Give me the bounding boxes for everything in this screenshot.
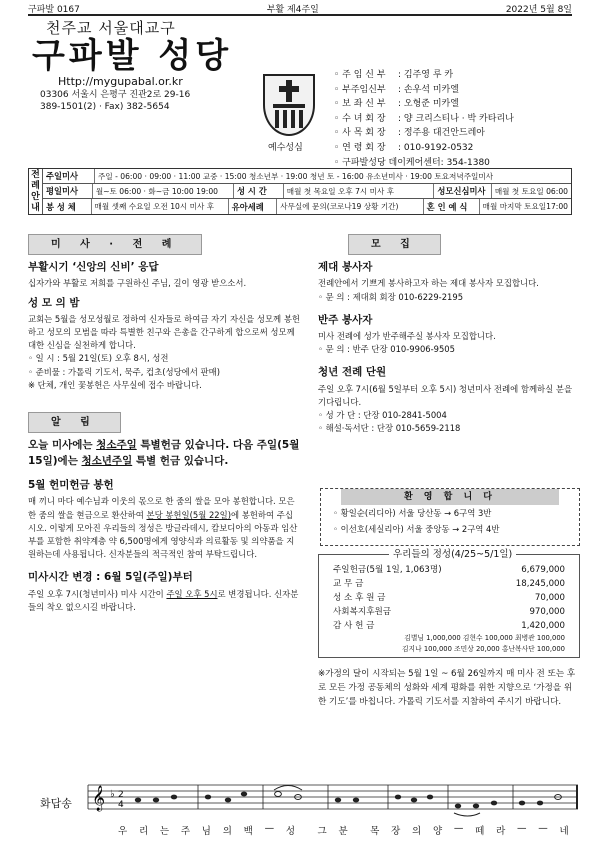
staff-list <box>334 68 582 170</box>
welcome-box <box>320 488 580 546</box>
right-column: 모 집 제대 봉사자 전례안에서 기쁘게 봉사하고자 하는 제대 봉사자 모집합니다. ◦ 문 의 : 제대회 회장 010-6229-2195 반주 봉사자 미사 전례에 성가 반주해주실 봉사자 모집합니다. ◦ 문 의 : 반주 단장 010-9906-9505 청년 전례 단원 주일 오후 7시(6월 5일부터 오후 5시) 청년미사 전례에 함께하실 분을 기다립니다. ◦ 성 가 단 : 단장 010-2841-5004 ◦ 해설·독서단 : 단장 010-5659-2118 <box>318 234 580 435</box>
section-head-recruit: 모 집 <box>348 234 441 255</box>
offering-row: 주일헌금(5월 1일, 1,063명) 6,679,000 <box>333 565 565 575</box>
parish-name: 구파발 성당 <box>32 36 233 76</box>
offering-row: 교 무 금 18,245,000 <box>333 579 565 589</box>
offering-caption: 우리들의 정성(4/25~5/1일) <box>389 546 516 560</box>
easter-response-title: 부활시기 ‘신앙의 신비’ 응답 <box>28 261 159 274</box>
offering-row: 성 소 후 원 금 70,000 <box>333 593 565 603</box>
offering-box <box>318 549 580 658</box>
staff-row: ◦ 구파발성당 데이케어센터 : 354-1380 <box>334 157 490 168</box>
music-staff-icon <box>88 775 578 821</box>
sunday-mass-row: 주일미사 주일 - 06:00 · 09:00 · 11:00 교중 · 15:00 청소년부 · 19:00 청년 토 - 16:00 유소년미사 · 19:00 토요저녁주일미사 <box>43 169 571 184</box>
masthead-bar <box>28 2 572 16</box>
mass-schedule-table <box>28 168 572 215</box>
svg-text:2: 2 <box>118 790 124 800</box>
issue-number: 구파발 0167 <box>28 4 80 15</box>
staff-row: ◦ 보 좌 신 부 : 오형준 미카엘 <box>334 99 459 110</box>
donor-list: 김별님 1,000,000 김현수 100,000 최병관 100,000 <box>404 634 565 642</box>
rice-offering-text: 매 끼니 마다 예수님과 이웃의 몫으로 한 줌의 쌀을 모아 봉헌합니다. 모은 한 줌의 쌀을 현금으로 환산하여 본당 봉헌일(5월 22일)에 봉헌하여 주십시오. 이렇게 모아진 우리들의 정성은 방글라데시, 캄보디아의 아동과 임산부를 포함한 취약계층 약 6,500명에게 영양식과 의료활동 및 의약품을 지원하는데 사용됩니다. 신자분들의 적극적인 참여 부탁드립니다. <box>28 496 298 560</box>
marian-night-title: 성 모 의 밤 <box>28 296 80 309</box>
mass-time-change-title: 미사시간 변경 : 6월 5일(주일)부터 <box>28 571 193 584</box>
liturgy-guide-label: 전 례 안 내 <box>29 169 43 214</box>
easter-response-text: 십자가와 부활로 저희를 구원하신 주님, 길이 영광 받으소서. <box>28 278 247 289</box>
staff-row: ◦ 주 임 신 부 : 김주영 루 카 <box>334 70 454 80</box>
welcome-title: 환 영 합 니 다 <box>341 489 559 505</box>
svg-text:♭: ♭ <box>110 789 115 800</box>
marian-night-text: 교회는 5월을 성모성월로 정하여 신자들로 하여금 자기 자신을 성모께 봉헌하고 성모의 모범을 따라 특별한 친구와 은총을 간구하게 합으로써 성모께 대한 신심을 실천하게 합니다. <box>28 313 300 351</box>
staff-row: ◦ 수 녀 회 장 : 양 크리스티나 · 박 카타리나 <box>334 113 514 124</box>
family-prayer-note: ※가정의 달이 시작되는 5월 1일 ~ 6월 26일까지 매 미사 전 또는 후로 모든 가정 공동체의 성화와 세계 평화를 위한 지향으로 ‘가정을 위한 기도’를 바칩니다. 가톨릭 기도서를 지참하여 주시기 바랍니다. <box>318 669 576 707</box>
collection-notice: 오늘 미사에는 청소주일 특별헌금 있습니다. 다음 주일(5월 15일)에는 청소년주일 특별 헌금 있습니다. <box>28 439 300 468</box>
psalm-lyrics: 우 리 는 주 님 의 백 — 성 그 분 목 장 의 양 — 떼 라 — — 네 <box>118 823 570 837</box>
youth-liturgy-title: 청년 전례 단원 <box>318 366 387 379</box>
psalm-label: 화답송 <box>40 797 72 810</box>
welcome-entry: ◦ 이선호(세실리아) 서울 중앙동 → 2구역 4반 <box>333 524 500 534</box>
liturgical-week: 부활 제4주일 <box>266 4 319 15</box>
organist-title: 반주 봉사자 <box>318 313 373 326</box>
offering-row: 사회복지후원금 970,000 <box>333 607 565 617</box>
left-column: 미 사 · 전 례 부활시기 ‘신앙의 신비’ 응답 십자가와 부활로 저희를 구원하신 주님, 길이 영광 받으소서. 성 모 의 밤 교회는 5월을 성모성월로 정하여 신자들로 하여금 자기 자신을 성모께 봉헌하고 성모의 모범을 따라 특별한 친구와 은총을 간구하게 합으로써 성모께 대한 신심을 실천하게 합니다. ◦ 일 시 : 5월 21일(토) 오후 8시, 성전 ◦ 준비물 : 가톨릭 기도서, 묵주, 컵초(성당에서 판매) ※ 단체, 개인 꽃봉헌은 사무실에 접수 바랍니다. 알 림 오늘 미사에는 청소주일 특별헌금 있습니다. 다음 주일(5월 15일)에는 청소년주일 특별 헌금 있습니다. 5월 헌미헌금 봉헌 매 끼니 마다 예수님과 이웃의 몫으로 한 줌의 쌀을 모아 봉헌합니다. 모은 한 줌의 쌀을 현금으로 환산하여 본당 봉헌일(5월 22일)에 봉헌하여 주십시오. 이렇게 모아진 우리들의 정성은 방글라데시, 캄보디아의 아동과 임산부를 포함한 취약계층 약 6,500명에게 영양식과 의료활동 및 의약품을 지원하는데 사용됩니다. 신자분들의 적극적인 참여 부탁드립니다. 미사시간 변경 : 6월 5일(주일)부터 주일 오후 7시(청년미사) 미사 시간이 주일 오후 5시로 변경됩니다. 신자분들의 착오 없으시길 바랍니다. <box>28 234 300 614</box>
mass-time-change-text: 주일 오후 7시(청년미사) 미사 시간이 주일 오후 5시로 변경됩니다. 신자분들의 착오 없으시길 바랍니다. <box>28 588 299 612</box>
staff-row: ◦ 연 령 회 장 : 010-9192-0532 <box>334 142 474 153</box>
weekday-mass-row: 평일미사 월~토 06:00 · 화~금 10:00 19:00 성 시 간 매월 첫 목요일 오후 7시 미사 후 성모신심미사 매월 첫 토요일 06:00 <box>43 184 571 199</box>
archdiocese-name: 천주교 서울대교구 <box>46 19 176 37</box>
svg-text:4: 4 <box>118 800 124 810</box>
offering-row: 감 사 헌 금 1,420,000 <box>333 621 565 631</box>
parish-address: 03306 서울시 은평구 진관2로 29-16 <box>40 90 191 100</box>
altar-server-title: 제대 봉사자 <box>318 261 373 274</box>
emblem-caption: 예수성심 <box>268 143 303 153</box>
parish-url[interactable]: Http://mygupabal.or.kr <box>58 75 183 88</box>
staff-row: ◦ 사 목 회 장 : 정주용 대건안드레아 <box>334 128 486 139</box>
church-emblem-icon <box>263 74 315 136</box>
psalm-response-score <box>28 775 580 837</box>
sacrament-row: 봉 성 체 매월 셋째 수요일 오전 10시 미사 후 유아세례 사무실에 문의(코로나19 상황 기간) 혼 인 예 식 매월 마지막 토요일17:00 <box>43 199 571 214</box>
welcome-entry: ◦ 황일순(리디아) 서울 당산동 → 6구역 3반 <box>333 508 492 518</box>
donor-list: 김지나 100,000 조민상 20,000 홍난복사단 100,000 <box>401 645 565 653</box>
rice-offering-title: 5월 헌미헌금 봉헌 <box>28 479 114 492</box>
svg-text:𝄞: 𝄞 <box>92 786 106 811</box>
parish-logo <box>28 20 278 113</box>
section-head-liturgy: 미 사 · 전 례 <box>28 234 202 255</box>
parish-phone: 389-1501(2) · Fax) 382-5654 <box>40 102 170 112</box>
issue-date: 2022년 5월 8일 <box>505 4 572 15</box>
section-head-notice: 알 림 <box>28 412 121 433</box>
staff-row: ◦ 부주임신부 : 손우석 미카엘 <box>334 84 459 95</box>
